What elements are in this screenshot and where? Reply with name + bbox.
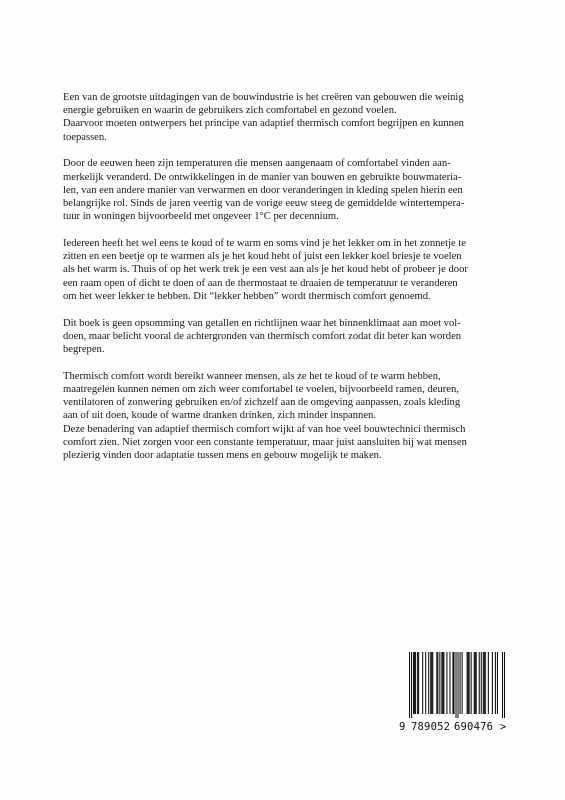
text-line: Door de eeuwen heen zijn temperaturen die mensen aangenaam of comfortabel vinden aan-	[63, 158, 451, 170]
barcode-bar	[469, 652, 470, 714]
text-line: len, van een andere manier van verwarmen en door veranderingen in kleding spelen hierin een	[63, 184, 463, 196]
barcode-bar	[442, 652, 443, 714]
barcode-bar	[425, 652, 426, 714]
text-line: om het weer lekker te hebben. Dit “lekker hebben” wordt thermisch comfort genoemd.	[63, 290, 431, 302]
barcode-bar	[430, 652, 431, 714]
barcode-bar	[475, 652, 476, 714]
barcode-bar	[495, 652, 496, 714]
barcode-bar	[437, 652, 438, 714]
barcode-bar	[488, 652, 489, 714]
text-line: belangrijke rol. Sinds de jaren veertig van de vorige eeuw steeg de gemiddelde wintertempera-	[63, 198, 465, 210]
text-line: Thermisch comfort wordt bereikt wanneer mensen, als ze het te koud of te warm hebben,	[63, 370, 441, 382]
barcode-bar	[443, 652, 444, 714]
barcode-bar	[428, 652, 429, 714]
paragraph-5	[63, 370, 485, 462]
barcode-bar	[422, 652, 423, 714]
barcode-number	[399, 720, 507, 734]
barcode-guard-bar	[502, 652, 503, 718]
barcode-bar	[471, 652, 472, 714]
barcode-guard-bar	[458, 652, 459, 718]
barcode-bar	[481, 652, 482, 714]
barcode-bar	[474, 652, 475, 714]
barcode-bar	[492, 652, 493, 714]
barcode-bar	[476, 652, 477, 714]
barcode-guard-bar	[504, 652, 505, 718]
text-line: tuur in woningen bijvoorbeeld met ongeveer 1°C per decennium.	[63, 211, 339, 223]
paragraph-2	[63, 157, 485, 223]
barcode-bar	[484, 652, 485, 714]
text-line: een raam open of dicht te doen of aan de thermostaat te draaien de temperatuur te veranderen	[63, 277, 458, 289]
text-line: Iedereen heeft het wel eens te koud of te warm en soms vind je het lekker om in het zonnetje te	[63, 238, 467, 250]
barcode-bar	[462, 652, 463, 714]
barcode-bar	[446, 652, 447, 714]
barcode-bar	[452, 652, 453, 714]
text-line: Daarvoor moeten ontwerpers het principe van adaptief thermisch comfort begrijpen en kunnen	[63, 118, 464, 130]
barcode-bar	[415, 652, 416, 714]
text-line: comfort zien. Niet zorgen voor een constante temperatuur, maar juist aansluiten bij wat mensen	[63, 436, 467, 448]
text-line: begrepen.	[63, 344, 105, 356]
barcode-guard-bar	[409, 652, 410, 718]
text-line: zitten en een beetje op te warmen als je het koud hebt of juist een lekker koel briesje te voelen	[63, 251, 462, 263]
barcode-right-group: 690476	[454, 721, 494, 733]
paragraph-4	[63, 317, 485, 357]
barcode-bar	[460, 652, 461, 714]
barcode-first-digit: 9	[399, 721, 406, 733]
barcode-bar	[453, 652, 454, 714]
text-line: Deze benadering van adaptief thermisch comfort wijkt af van hoe veel bouwtechnici thermisch	[63, 423, 466, 435]
barcode-arrow: >	[500, 721, 507, 733]
barcode-bar	[449, 652, 450, 714]
text-line: merkelijk veranderd. De ontwikkelingen in de manier van bouwen en gebruikte bouwmateria-	[63, 171, 462, 183]
barcode-bar	[479, 652, 480, 714]
text-line: ventilatoren of zonwering gebruiken en/of zichzelf aan de omgeving aanpassen, zoals kleding	[63, 397, 461, 409]
paragraph-1	[63, 91, 485, 144]
barcode-bar	[432, 652, 433, 714]
blurb-text	[63, 91, 485, 476]
barcode-bar	[468, 652, 469, 714]
barcode-bar	[436, 652, 437, 714]
barcode-bar	[441, 652, 442, 714]
barcode-bar	[439, 652, 440, 714]
barcode-bar	[431, 652, 432, 714]
text-line: Dit boek is geen opsomming van getallen en richtlijnen waar het binnenklimaat aan moet vol-	[63, 317, 461, 329]
text-line: doen, maar belicht vooral de achtergronden van thermisch comfort zodat dit beter kan worden	[63, 330, 462, 342]
text-line: als het warm is. Thuis of op het werk trek je een vest aan als je het koud hebt of probeer je door	[63, 264, 468, 276]
barcode-bar	[413, 652, 414, 714]
text-line: Een van de grootste uitdagingen van de bouwindustrie is het creëren van gebouwen die weinig	[63, 92, 464, 103]
barcode-bar	[497, 652, 498, 714]
barcode-left-group: 789052	[411, 721, 451, 733]
barcode-bar	[414, 652, 415, 714]
text-line: plezierig vinden door adaptatie tussen mens en gebouw mogelijk te maken.	[63, 450, 382, 462]
text-line: aan of uit doen, koude of warme dranken drinken, zich minder inspannen.	[63, 410, 377, 422]
isbn-barcode	[399, 652, 507, 736]
barcode-guard-bar	[455, 652, 456, 718]
barcode-bar	[483, 652, 484, 714]
text-line: maatregelen kunnen nemen om zich weer comfortabel te voelen, bijvoorbeeld ramen, deuren,	[63, 384, 459, 396]
barcode-bar	[418, 652, 419, 714]
text-line: toepassen.	[63, 131, 107, 143]
barcode-bar	[467, 652, 468, 714]
text-line: energie gebruiken en waarin de gebruikers zich comfortabel en gezond voelen.	[63, 105, 397, 117]
paragraph-3	[63, 237, 485, 303]
barcode-bar	[417, 652, 418, 714]
barcode-bars	[399, 652, 507, 718]
barcode-guard-bar	[411, 652, 412, 718]
barcode-bar	[485, 652, 486, 714]
